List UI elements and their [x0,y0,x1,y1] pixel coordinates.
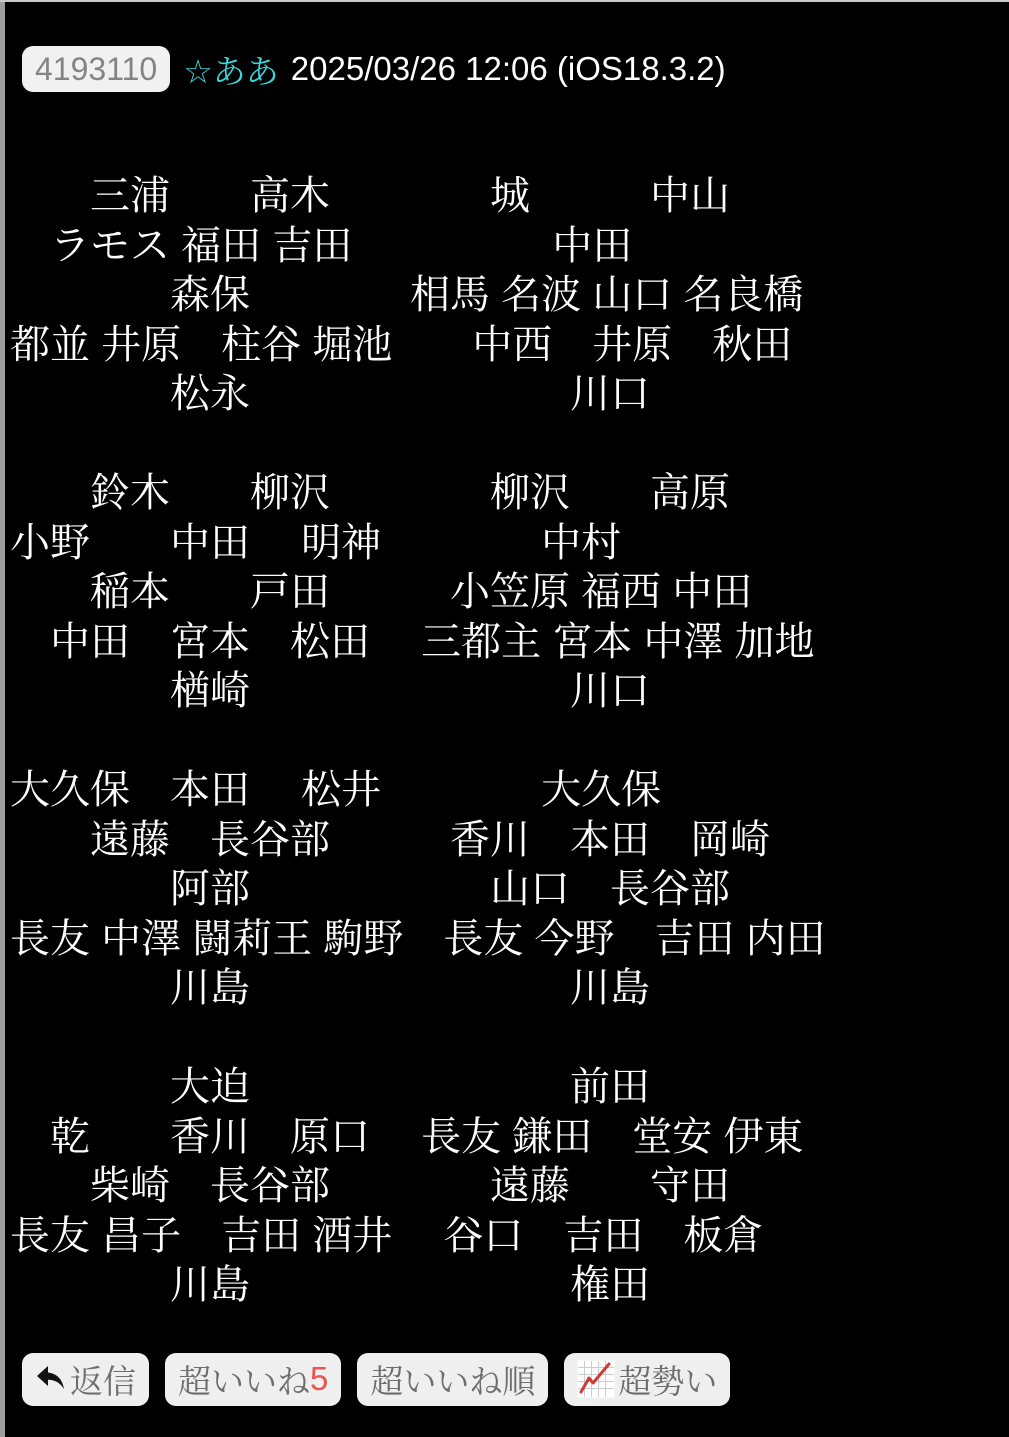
body-line: 中田 宮本 松田 三都主 宮本 中澤 加地 [10,619,815,664]
body-line: 小野 中田 明神 中村 [10,520,622,565]
body-line: 都並 井原 柱谷 堀池 中西 井原 秋田 [10,322,793,367]
reply-button-label: 返信 [70,1362,136,1400]
body-line: 乾 香川 原口 長友 鎌田 堂安 伊東 [10,1114,804,1159]
post-id-badge[interactable]: 4193110 [22,46,170,92]
body-line: ラモス 福田 吉田 中田 [10,223,633,268]
chart-icon [577,1360,615,1398]
reply-arrow-icon [35,1364,67,1394]
reply-button[interactable] [22,1353,149,1406]
body-line [10,1014,1009,1064]
body-line: 稲本 戸田 小笠原 福西 中田 [10,570,753,614]
body-line: 三浦 高木 城 中山 [10,174,730,218]
momentum-button[interactable] [564,1353,730,1406]
body-line: 楢崎 川口 [10,669,650,713]
post-author[interactable]: ☆ああ [183,52,279,90]
post-header [5,0,1009,92]
body-line: 森保 相馬 名波 山口 名良橋 [10,273,804,317]
superlike-count-badge: 5 [310,1360,329,1397]
toolbar [5,1353,1009,1406]
momentum-button-label: 超勢い [618,1362,718,1400]
body-line: 長友 中澤 闘莉王 駒野 長友 今野 吉田 内田 [10,916,826,961]
post-body [5,172,1009,1311]
body-line: 遠藤 長谷部 香川 本田 岡崎 [10,817,770,862]
body-line: 川島 権田 [10,1263,650,1307]
superlike-order-button[interactable] [357,1353,548,1406]
body-line: 松永 川口 [10,372,650,416]
body-line: 大久保 本田 松井 大久保 [10,768,662,812]
body-line: 大迫 前田 [10,1065,650,1109]
superlike-button[interactable] [165,1353,341,1406]
body-line: 柴崎 長谷部 遠藤 守田 [10,1164,730,1208]
body-line: 鈴木 柳沢 柳沢 高原 [10,471,730,515]
body-line [10,420,1009,470]
body-line [10,717,1009,767]
superlike-order-button-label: 超いいね順 [370,1362,536,1400]
body-line: 長友 昌子 吉田 酒井 谷口 吉田 板倉 [10,1213,764,1258]
post [5,0,1009,1406]
post-timestamp: 2025/03/26 12:06 (iOS18.3.2) [290,50,726,87]
superlike-button-label: 超いいね [178,1362,310,1400]
body-line: 阿部 山口 長谷部 [10,867,730,911]
body-line: 川島 川島 [10,966,650,1010]
